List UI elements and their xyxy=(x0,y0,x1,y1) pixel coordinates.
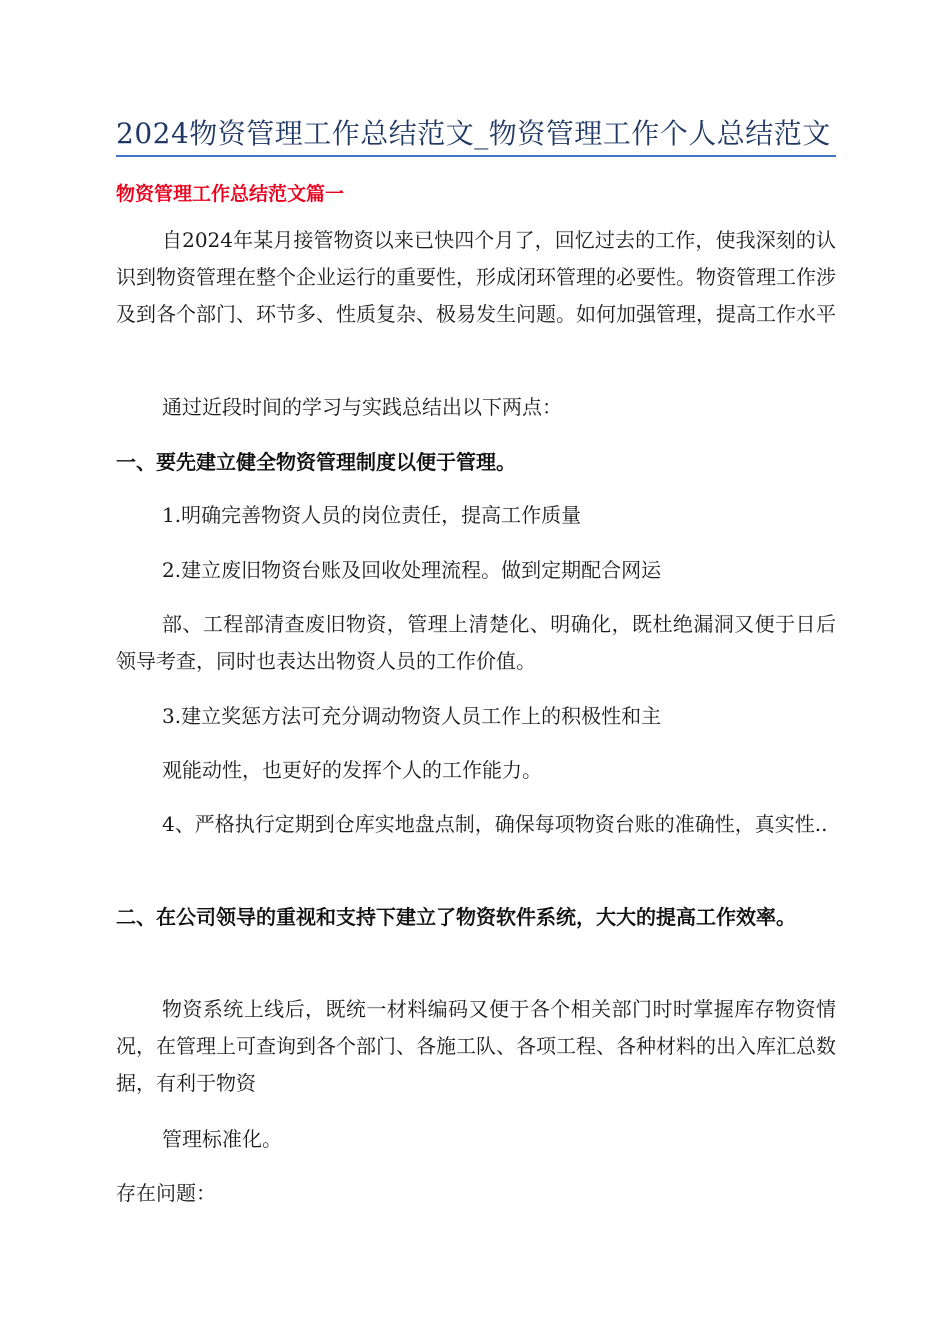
item4-paragraph: 4、严格执行定期到仓库实地盘点制，确保每项物资台账的准确性，真实性.. xyxy=(162,812,828,836)
item2-paragraph: 2.建立废旧物资台账及回收处理流程。做到定期配合网运 xyxy=(162,558,662,582)
point1-heading: 一、要先建立健全物资管理制度以便于管理。 xyxy=(116,450,516,474)
section-heading: 物资管理工作总结范文篇一 xyxy=(116,183,345,205)
issues-paragraph: 存在问题： xyxy=(116,1181,216,1205)
system-continuation-paragraph: 管理标准化。 xyxy=(162,1127,282,1151)
point2-heading: 二、在公司领导的重视和支持下建立了物资软件系统，大大的提高工作效率。 xyxy=(116,905,796,929)
item1-paragraph: 1.明确完善物资人员的岗位责任，提高工作质量 xyxy=(162,503,582,527)
title-underline xyxy=(116,155,836,157)
item3-continuation-paragraph: 观能动性，也更好的发挥个人的工作能力。 xyxy=(162,758,542,782)
item2-continuation-paragraph: 部、工程部清查废旧物资，管理上清楚化、明确化，既杜绝漏洞又便于日后领导考查，同时也表达出物资人员的工作价值。 xyxy=(116,612,836,673)
intro-paragraph: 自2024年某月接管物资以来已快四个月了，回忆过去的工作，使我深刻的认识到物资管理在整个企业运行的重要性，形成闭环管理的必要性。物资管理工作涉及到各个部门、环节多、性质复杂、极易发生问题。如何加强管理，提高工作水平 xyxy=(116,228,836,326)
item3-paragraph: 3.建立奖惩方法可充分调动物资人员工作上的积极性和主 xyxy=(162,704,662,728)
summary-lead-paragraph: 通过近段时间的学习与实践总结出以下两点： xyxy=(162,395,562,419)
system-paragraph: 物资系统上线后，既统一材料编码又便于各个相关部门时时掌握库存物资情况，在管理上可查询到各个部门、各施工队、各项工程、各种材料的出入库汇总数据，有利于物资 xyxy=(116,997,836,1095)
document-title: 2024物资管理工作总结范文_物资管理工作个人总结范文 xyxy=(116,117,831,150)
